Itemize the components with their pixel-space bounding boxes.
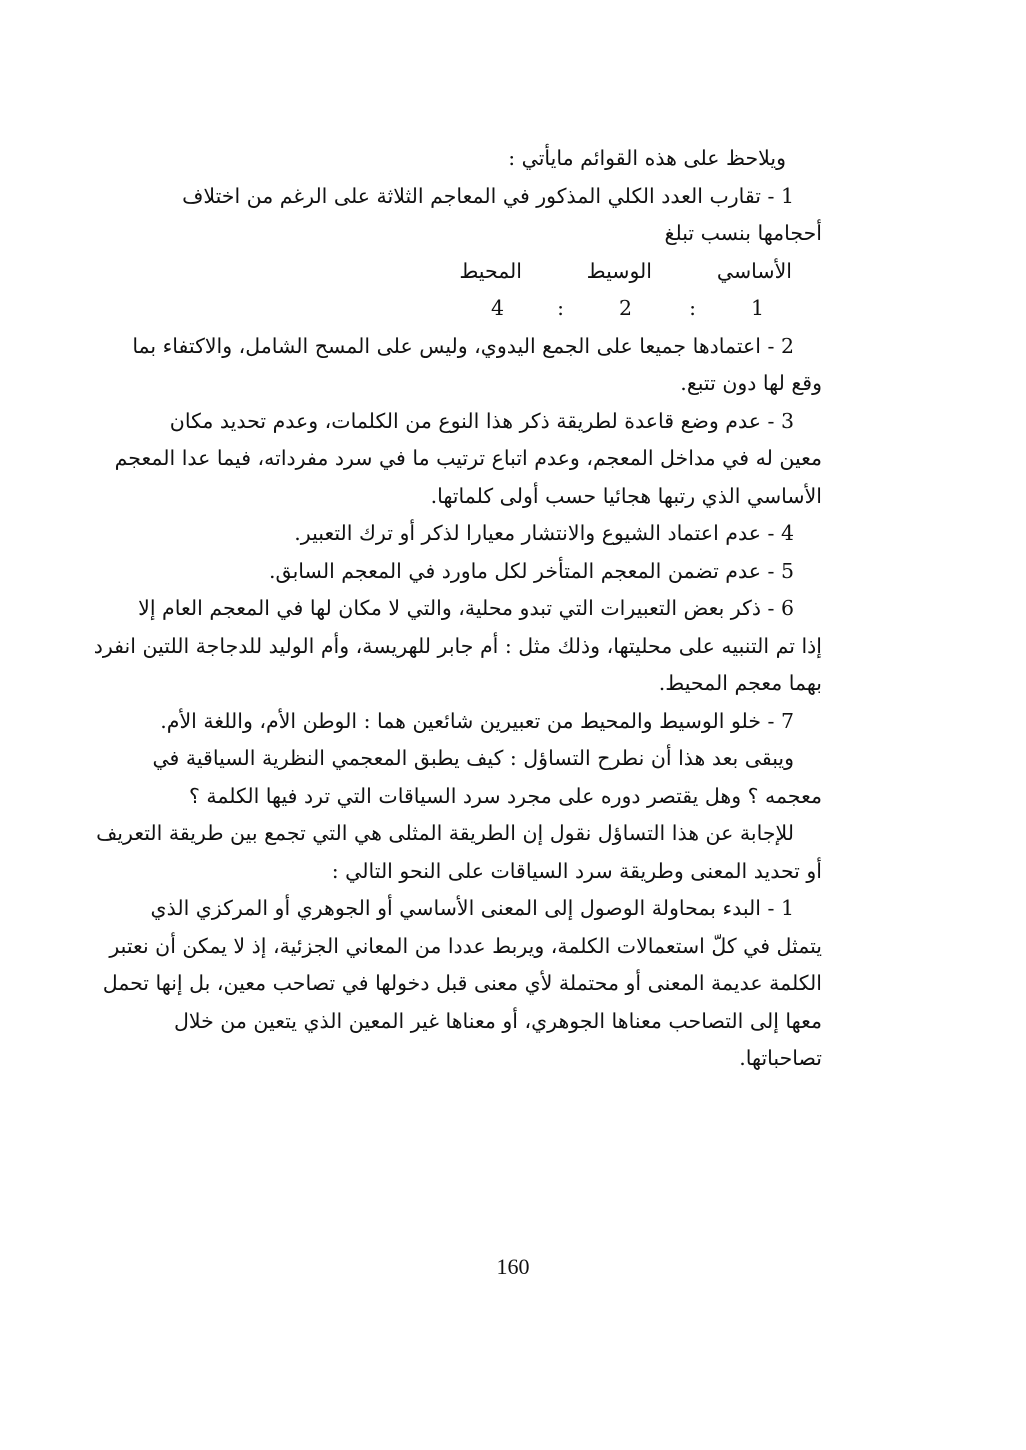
dictionary-names-row: [198, 253, 822, 291]
item-1-line-2: أحجامها بنسب تبلغ: [664, 221, 822, 245]
answer-line-1: للإجابة عن هذا التساؤل نقول إن الطريقة المثلى هي التي تجمع بين طريقة التعريف: [96, 821, 794, 845]
ratio-wasit: 2: [618, 296, 632, 320]
dictionary-name-muhit: المحيط: [459, 258, 522, 283]
item-3-line-1: 3 - عدم وضع قاعدة لطريقة ذكر هذا النوع من الكلمات، وعدم تحديد مكان: [169, 408, 794, 433]
item-6-line-1: 6 - ذكر بعض التعبيرات التي تبدو محلية، والتي لا مكان لها في المعجم العام إلا: [138, 596, 794, 620]
item-3-line-2: معين له في مداخل المعجم، وعدم اتباع ترتيب ما في سرد مفرداته، فيما عدا المعجم: [114, 446, 822, 470]
item-3-line-3: الأساسي الذي رتبها هجائيا حسب أولى كلماتها.: [430, 483, 822, 508]
item-2-line-2: وقع لها دون تتبع.: [680, 371, 822, 395]
item-6-line-2: إذا تم التنبيه على محليتها، وذلك مثل : أم جابر للهريسة، وأم الوليد للدجاجة اللتين انفرد: [93, 633, 822, 658]
item-2-line-1: 2 - اعتمادها جميعا على الجمع اليدوي، وليس على المسح الشامل، والاكتفاء بما: [132, 333, 794, 358]
step-1-line-5: تصاحباتها.: [739, 1046, 822, 1070]
step-1-line-3: الكلمة عديمة المعنى أو محتملة لأي معنى قبل دخولها في تصاحب معين، بل إنها تحمل: [102, 971, 822, 995]
dictionary-name-wasit: الوسيط: [586, 258, 652, 283]
step-1-line-4: معها إلى التصاحب معناها الجوهري، أو معناها غير المعين الذي يتعين من خلال: [173, 1008, 822, 1033]
page-number: 160: [496, 1254, 530, 1279]
ratio-asasi: 1: [750, 296, 764, 320]
ratio-muhit: 4: [490, 296, 504, 320]
item-7: 7 - خلو الوسيط والمحيط من تعبيرين شائعين هما : الوطن الأم، واللغة الأم.: [160, 708, 794, 733]
answer-line-2: أو تحديد المعنى وطريقة سرد السياقات على النحو التالي :: [331, 858, 822, 883]
ratio-separator: :: [557, 296, 564, 320]
body-text: [93, 140, 822, 1078]
dictionary-name-asasi: الأساسي: [716, 258, 792, 283]
step-1-line-1: 1 - البدء بمحاولة الوصول إلى المعنى الأساسي أو الجوهري أو المركزي الذي: [150, 896, 794, 920]
ratio-separator: :: [689, 296, 696, 320]
question-line-2: معجمه ؟ وهل يقتصر دوره على مجرد سرد السياقات التي ترد فيها الكلمة ؟: [189, 783, 822, 808]
intro-line: ويلاحظ على هذه القوائم مايأتي :: [508, 146, 786, 170]
dictionary-ratio-row: [198, 290, 822, 328]
item-6-line-3: بهما معجم المحيط.: [658, 671, 822, 695]
question-line-1: ويبقى بعد هذا أن نطرح التساؤل : كيف يطبق المعجمي النظرية السياقية في: [152, 746, 794, 770]
step-1-line-2: يتمثل في كلّ استعمالات الكلمة، ويربط عددا من المعاني الجزئية، إذ لا يمكن أن نعتبر: [109, 933, 822, 958]
item-5: 5 - عدم تضمن المعجم المتأخر لكل ماورد في المعجم السابق.: [268, 558, 794, 583]
item-1-line-1: 1 - تقارب العدد الكلي المذكور في المعاجم الثلاثة على الرغم من اختلاف: [182, 183, 794, 208]
item-4: 4 - عدم اعتماد الشيوع والانتشار معيارا لذكر أو ترك التعبير.: [294, 521, 794, 545]
